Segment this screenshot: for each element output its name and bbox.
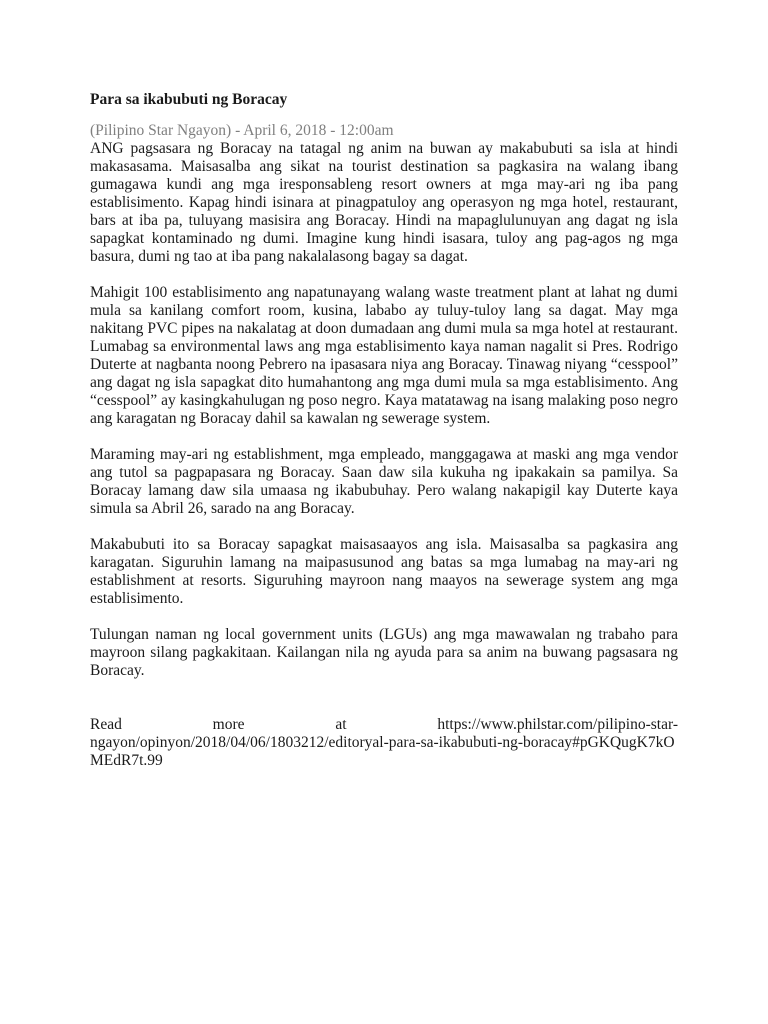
read-more-line <box>90 716 678 734</box>
paragraph-1: ANG pagsasara ng Boracay na tatagal ng anim na buwan ay makabubuti sa isla at hindi makasasama. Maisasalba ang sikat na tourist destination sa pagkasira na walang ibang gumagawa kundi ang mga iresponsableng resort owners at mga may-ari ng iba pang establisimento. Kapag hindi isinara at pinagpatuloy ang operasyon ng mga hotel, restaurant, bars at iba pa, tuluyang masisira ang Boracay. Hindi na mapaglulunuyan ang dagat ng isla sapagkat kontaminado ng dumi. Imagine kung hindi isasara, tuloy ang pag-agos ng mga basura, dumi ng tao at iba pang nakalalasong bagay sa dagat. <box>90 140 678 265</box>
paragraph-4: Makabubuti ito sa Boracay sapagkat maisasaayos ang isla. Maisasalba sa pagkasira ang karagatan. Siguruhin lamang na maipasusunod ang batas sa mga lumabag na may-ari ng establishment at resorts. Siguruhing mayroon nang maayos na sewerage system ang mga establisimento. <box>90 536 678 607</box>
paragraph-2: Mahigit 100 establisimento ang napatunayang walang waste treatment plant at lahat ng dumi mula sa kanilang comfort room, kusina, lababo ay tuluy-tuloy lang sa dagat. May mga nakitang PVC pipes na nakalatag at doon dumadaan ang dumi mula sa mga hotel at restaurant. Lumabag sa environmental laws ang mga establisimento kaya naman nagalit si Pres. Rodrigo Duterte at nagbanta noong Pebrero na ipasasara niya ang Boracay. Tinawag niyang “cesspool” ang dagat ng isla sapagkat dito humahantong ang mga dumi mula sa mga establisimento. Ang “cesspool” ay kasingkahulugan ng poso negro. Kaya matatawag na isang malaking poso negro ang karagatan ng Boracay dahil sa kawalan ng sewerage system. <box>90 284 678 427</box>
paragraph-5: Tulungan naman ng local government units (LGUs) ang mga mawawalan ng trabaho para mayroon silang pagkakitaan. Kailangan nila ng ayuda para sa anim na buwang pagsasara ng Boracay. <box>90 626 678 679</box>
more-word: more <box>212 716 245 733</box>
read-more <box>90 716 678 770</box>
article <box>90 90 678 770</box>
paragraph-3: Maraming may-ari ng establishment, mga empleado, manggagawa at maski ang mga vendor ang tutol sa pagpapasara ng Boracay. Saan daw sila kukuha ng ipakakain sa pamilya. Sa Boracay lamang daw sila umaasa ng ikabubuhay. Pero walang nakapigil kay Duterte kaya simula sa Abril 26, sarado na ang Boracay. <box>90 446 678 517</box>
article-title: Para sa ikabubuti ng Boracay <box>90 91 288 108</box>
at-word: at <box>335 716 347 733</box>
read-more-url-start: https://www.philstar.com/pilipino-star- <box>437 716 678 733</box>
article-byline: (Pilipino Star Ngayon) - April 6, 2018 - 12:00am <box>90 122 394 139</box>
read-more-url-rest: ngayon/opinyon/2018/04/06/1803212/editoryal-para-sa-ikabubuti-ng-boracay#pGKQugK7kOMEdR7t.99 <box>90 734 675 769</box>
read-word: Read <box>90 716 122 733</box>
